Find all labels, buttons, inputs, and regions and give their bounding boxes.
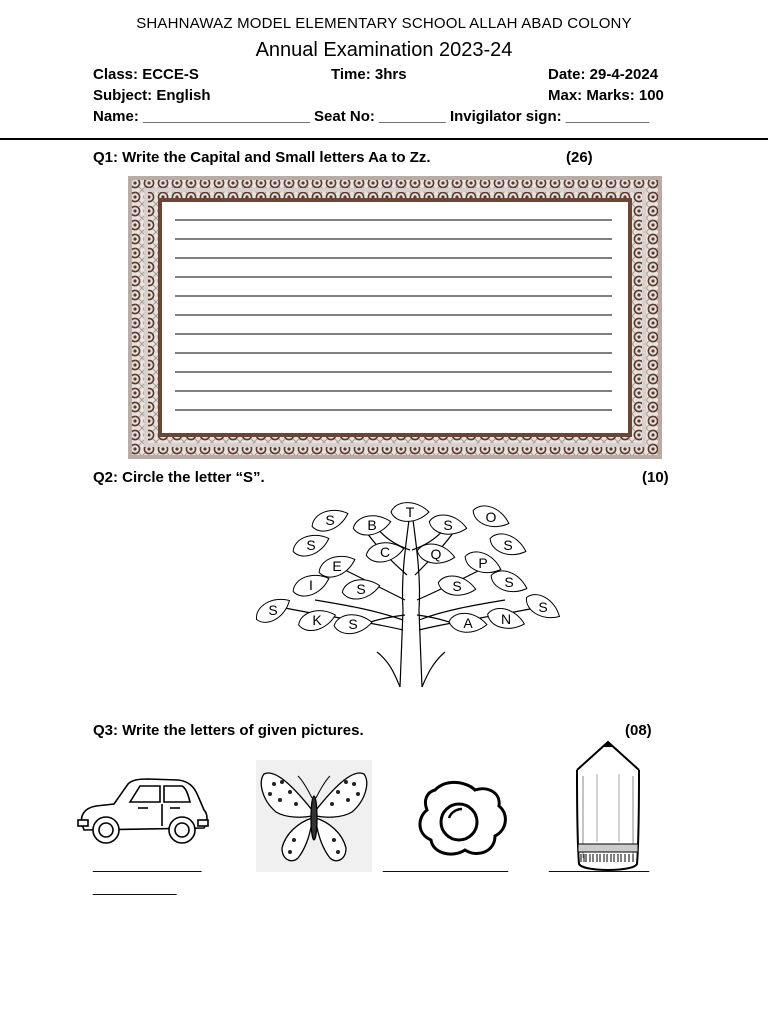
tree-leaf <box>428 512 469 537</box>
leaf-letter[interactable]: S <box>503 537 513 553</box>
answer-blank-egg[interactable]: _______________ <box>383 856 509 873</box>
q3-marks: (08) <box>625 722 652 739</box>
date-label: Date: 29-4-2024 <box>548 66 659 83</box>
tree-leaf <box>296 606 338 634</box>
q1-writing-frame <box>128 176 662 459</box>
name-seat-invigilator-line: Name: ____________________ Seat No: ________ Invigilator sign: __________ <box>93 108 650 125</box>
exam-title: Annual Examination 2023-24 <box>255 39 513 61</box>
leaf-letter[interactable]: S <box>348 616 358 632</box>
max-marks-label: Max: Marks: 100 <box>548 87 664 104</box>
tree-leaf <box>365 539 406 564</box>
leaf-letter[interactable]: P <box>478 555 488 571</box>
butterfly-icon <box>256 760 372 872</box>
tree-leaf <box>352 512 393 537</box>
q1-marks: (26) <box>566 149 593 166</box>
tree-leaf <box>522 589 564 624</box>
tree-leaf <box>333 613 372 635</box>
leaf-letter[interactable]: K <box>312 612 322 628</box>
subject-label: Subject: English <box>93 87 211 104</box>
leaf-letter[interactable]: E <box>332 558 342 574</box>
leaf-letter[interactable]: A <box>463 615 473 631</box>
tree-leaf <box>252 592 294 627</box>
answer-blank-car-continued[interactable]: __________ <box>93 879 177 896</box>
leaf-letter[interactable]: N <box>500 611 512 627</box>
tree-leaf <box>470 502 512 533</box>
leaf-letter[interactable]: I <box>309 577 313 593</box>
header-divider <box>0 138 768 140</box>
leaf-letter[interactable]: T <box>405 504 415 520</box>
tree-leaf <box>487 530 529 561</box>
leaf-letter[interactable]: S <box>325 512 335 528</box>
answer-blank-car[interactable]: _____________ <box>93 856 202 873</box>
leaf-letter[interactable]: O <box>485 509 497 525</box>
car-icon <box>78 776 210 846</box>
tree-leaf <box>448 612 487 634</box>
q3-text: Q3: Write the letters of given pictures. <box>93 722 364 739</box>
tree-leaf <box>391 503 429 522</box>
q1-text: Q1: Write the Capital and Small letters Aa to Zz. <box>93 149 431 166</box>
tree-leaf <box>309 505 351 536</box>
tree-leaf <box>485 605 527 633</box>
fried-egg-icon <box>415 778 511 860</box>
leaf-letter[interactable]: S <box>306 537 316 553</box>
pencil-icon <box>573 738 643 874</box>
letter-tree <box>255 490 567 690</box>
class-label: Class: ECCE-S <box>93 66 199 83</box>
leaf-letter[interactable]: S <box>356 581 366 597</box>
time-label: Time: 3hrs <box>331 66 407 83</box>
tree-leaf <box>290 530 332 561</box>
leaf-letter[interactable]: Q <box>430 546 442 562</box>
tree-leaf <box>341 576 382 601</box>
leaf-letter[interactable]: B <box>367 517 377 533</box>
tree-leaf <box>437 573 478 598</box>
leaf-letter[interactable]: S <box>268 602 278 618</box>
tree-leaf <box>416 541 457 566</box>
leaf-letter[interactable]: S <box>452 578 462 594</box>
leaf-letter[interactable]: S <box>538 599 548 615</box>
answer-blank-pencil[interactable]: ____________ <box>549 856 650 873</box>
leaf-letter[interactable]: S <box>443 517 453 533</box>
q2-marks: (10) <box>642 469 669 486</box>
q2-text: Q2: Circle the letter “S”. <box>93 469 265 486</box>
leaf-letter[interactable]: S <box>504 574 514 590</box>
school-name: SHAHNAWAZ MODEL ELEMENTARY SCHOOL ALLAH ABAD COLONY <box>136 15 632 32</box>
leaf-letter[interactable]: C <box>379 544 391 560</box>
